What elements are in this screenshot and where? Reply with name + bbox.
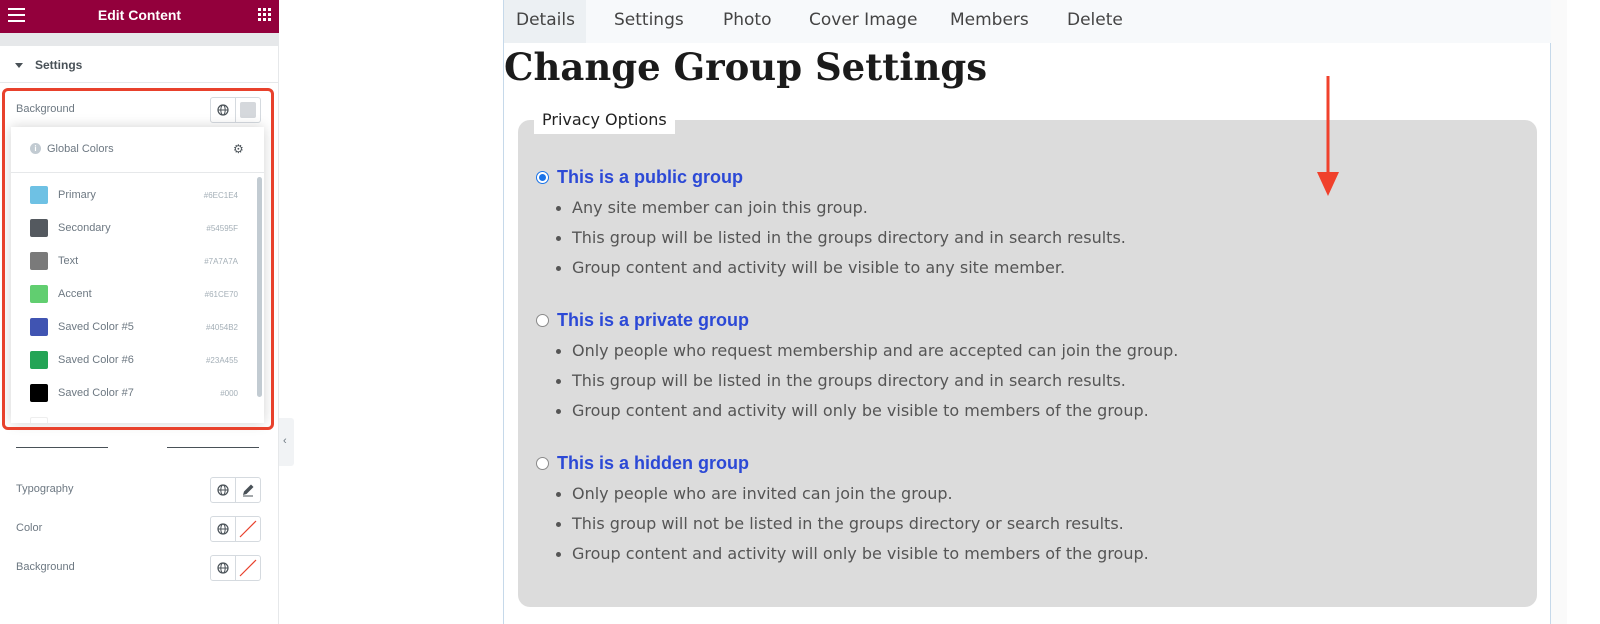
color-name: Saved Color #6: [58, 354, 134, 366]
color-name: Saved Color #5: [58, 321, 134, 333]
bullet-item: Group content and activity will only be visible to members of the group.: [556, 396, 1178, 426]
typography-control: [16, 477, 261, 503]
globe-icon[interactable]: [211, 556, 236, 580]
bullet-item: This group will be listed in the groups directory and in search results.: [556, 366, 1178, 396]
no-color-icon[interactable]: [236, 517, 260, 541]
page-scrollbar[interactable]: [1551, 0, 1567, 624]
color-hex: #61CE70: [204, 290, 238, 299]
option-bullets: [556, 193, 1126, 283]
hidden-radio[interactable]: [536, 457, 549, 470]
bullet-item: This group will not be listed in the groups directory or search results.: [556, 509, 1149, 539]
caret-down-icon: [15, 63, 23, 68]
bullet-item: This group will be listed in the groups directory and in search results.: [556, 223, 1126, 253]
red-arrow-annotation: [1317, 76, 1339, 198]
tab-delete[interactable]: Delete: [1067, 10, 1123, 30]
color-name: Saved Color #7: [58, 387, 134, 399]
chevron-left-icon: ‹: [283, 435, 287, 447]
info-icon: i: [30, 143, 41, 154]
globe-icon[interactable]: [211, 517, 236, 541]
option-label[interactable]: This is a hidden group: [557, 453, 750, 473]
color-hex: #000: [220, 389, 238, 398]
editor-panel: [0, 0, 279, 624]
color-name: Text: [58, 255, 79, 267]
divider: [16, 447, 108, 448]
background-buttons: [210, 555, 261, 581]
tab-cover-image[interactable]: Cover Image: [809, 10, 918, 30]
color-control: [16, 516, 261, 542]
gear-icon[interactable]: ⚙: [233, 142, 244, 156]
globe-icon[interactable]: [211, 478, 236, 502]
typography-label: Typography: [16, 483, 74, 495]
private-radio[interactable]: [536, 314, 549, 327]
option-bullets: [556, 336, 1178, 426]
color-name: Secondary: [58, 222, 111, 234]
color-label: Color: [16, 522, 43, 534]
color-hex: #54595F: [206, 224, 238, 233]
background-label: Background: [16, 561, 75, 573]
divider: [167, 447, 259, 448]
settings-section-toggle[interactable]: [0, 46, 279, 83]
color-hex: #6EC1E4: [203, 191, 238, 200]
typography-buttons: [210, 477, 261, 503]
panel-header: [0, 0, 279, 33]
global-colors-title: Global Colors: [47, 143, 114, 155]
bullet-item: Only people who request membership and are accepted can join the group.: [556, 336, 1178, 366]
color-hex: #7A7A7A: [204, 257, 238, 266]
color-name: Primary: [58, 189, 96, 201]
bullet-item: Any site member can join this group.: [556, 193, 1126, 223]
public-radio[interactable]: [536, 171, 549, 184]
tab-details[interactable]: Details: [504, 0, 586, 43]
background-control-2: [16, 555, 261, 581]
tab-settings[interactable]: Settings: [614, 10, 684, 30]
bullet-item: Group content and activity will be visible to any site member.: [556, 253, 1126, 283]
bullet-item: Group content and activity will only be visible to members of the group.: [556, 539, 1149, 569]
no-color-icon[interactable]: [236, 556, 260, 580]
color-name: Accent: [58, 288, 92, 300]
option-bullets: [556, 479, 1149, 569]
page-title: Change Group Settings: [504, 45, 988, 89]
group-settings-page: [503, 0, 1551, 624]
color-hex: #4054B2: [205, 323, 238, 332]
collapse-panel-button[interactable]: [279, 418, 294, 466]
background-label: Background: [16, 103, 75, 115]
panel-title: Edit Content: [97, 7, 182, 23]
section-label: Settings: [35, 58, 83, 72]
bullet-item: Only people who are invited can join the group.: [556, 479, 1149, 509]
highlight-box: [2, 88, 274, 430]
tab-photo[interactable]: Photo: [723, 10, 772, 30]
widgets-grid-icon[interactable]: [258, 8, 271, 21]
privacy-legend: Privacy Options: [534, 107, 675, 134]
tab-bar: [504, 0, 1552, 43]
edit-pencil-icon[interactable]: [236, 478, 260, 502]
option-label[interactable]: This is a public group: [557, 167, 744, 187]
panel-strip: [0, 33, 279, 46]
color-hex: #23A455: [205, 356, 238, 365]
color-buttons: [210, 516, 261, 542]
tab-members[interactable]: Members: [950, 10, 1029, 30]
option-label[interactable]: This is a private group: [557, 310, 750, 330]
